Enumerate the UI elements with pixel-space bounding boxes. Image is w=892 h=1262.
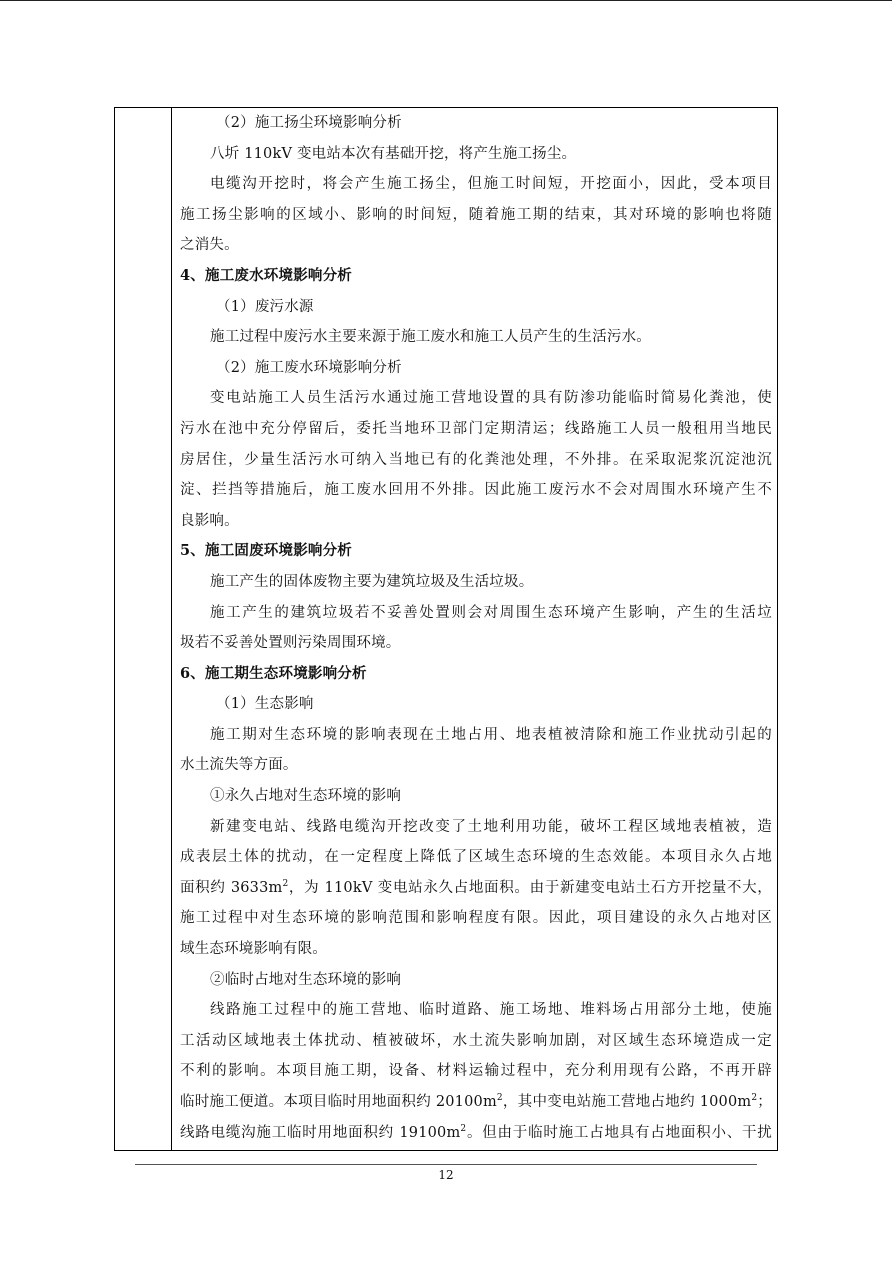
text-line: 八圻 110kV 变电站本次有基础开挖，将产生施工扬尘。 [210,145,577,162]
left-column-divider [171,108,172,1150]
text-span: 面积约 3633m [180,879,283,896]
text-line [180,1118,772,1149]
text-line: 5、施工固废环境影响分析 [180,542,352,560]
text-line: 施工过程中废污水主要来源于施工废水和施工人员产生的生活污水。 [210,329,651,346]
text-line: 施工产生的建筑垃圾若不妥善处置则会对周围生态环境产生影响，产生的生活垃 [210,604,772,621]
text-line: （1）废污水源 [216,298,314,315]
text-line: 施工扬尘影响的区域小、影响的时间短，随着施工期的结束，其对环境的影响也将随 [180,206,772,223]
text-line: 成表层土体的扰动，在一定程度上降低了区域生态环境的生态效能。本项目永久占地 [180,849,772,866]
text-line: 新建变电站、线路电缆沟开挖改变了土地利用功能，破坏工程区域地表植被，造 [210,818,772,835]
superscript: 2 [751,1093,758,1103]
top-border-line [0,0,892,1]
body-text [180,108,772,1148]
text-span: ，其中变电站施工营地占地约 1000m [502,1094,752,1110]
text-span: 。但由于临时施工占地具有占地面积小、干扰 [466,1124,772,1141]
text-line: 施工产生的固体废物主要为建筑垃圾及生活垃圾。 [210,573,534,590]
text-line: 域生态环境影响有限。 [180,941,327,958]
text-line: 线路施工过程中的施工营地、临时道路、施工场地、堆料场占用部分土地，使施 [210,1002,772,1019]
text-line: ②临时占地对生态环境的影响 [210,971,402,988]
text-line: 电缆沟开挖时，将会产生施工扬尘，但施工时间短，开挖面小，因此，受本项目 [210,176,772,193]
text-line: 之消失。 [180,237,239,254]
text-line: 施工过程中对生态环境的影响范围和影响程度有限。因此，项目建设的永久占地对区 [180,910,772,927]
text-line: 4、施工废水环境影响分析 [180,266,352,284]
footer-rule [135,1164,757,1165]
text-span: ； [757,1094,772,1110]
text-line: 圾若不妥善处置则污染周围环境。 [180,635,401,652]
text-span: 线路电缆沟施工临时用地面积约 19100m [180,1124,461,1141]
text-line: 工活动区域地表土体扰动、植被破坏，水土流失影响加剧，对区域生态环境造成一定 [180,1032,772,1049]
superscript: 2 [460,1123,467,1134]
text-line: ①永久占地对生态环境的影响 [210,788,402,805]
superscript: 2 [496,1093,503,1103]
text-line [180,873,772,904]
page-number: 12 [438,1168,454,1182]
text-line [180,1087,772,1118]
text-line: 施工期对生态环境的影响表现在土地占用、地表植被清除和施工作业扰动引起的 [210,726,772,743]
text-line: 淀、拦挡等措施后，施工废水回用不外排。因此施工废污水不会对周围水环境产生不 [180,482,772,499]
text-line: 6、施工期生态环境影响分析 [180,664,367,682]
text-line: 良影响。 [180,512,239,529]
text-line: 变电站施工人员生活污水通过施工营地设置的具有防渗功能临时简易化粪池，使 [210,390,772,407]
text-line: （2）施工废水环境影响分析 [216,359,402,376]
superscript: 2 [282,878,289,889]
text-line: 水土流失等方面。 [180,757,298,774]
text-line: （2）施工扬尘环境影响分析 [216,115,402,131]
text-line: （1）生态影响 [216,696,314,713]
form-table [114,107,778,1151]
text-span: 临时施工便道。本项目临时用地面积约 20100m [180,1094,497,1110]
text-line: 污水在池中充分停留后，委托当地环卫部门定期清运；线路施工人员一般租用当地民 [180,420,772,437]
text-line: 房居住，少量生活污水可纳入当地已有的化粪池处理，不外排。在采取泥浆沉淀池沉 [180,451,772,468]
text-span: ，为 110kV 变电站永久占地面积。由于新建变电站土石方开挖量不大， [288,879,772,896]
text-line: 不利的影响。本项目施工期，设备、材料运输过程中，充分利用现有公路，不再开辟 [180,1063,772,1080]
